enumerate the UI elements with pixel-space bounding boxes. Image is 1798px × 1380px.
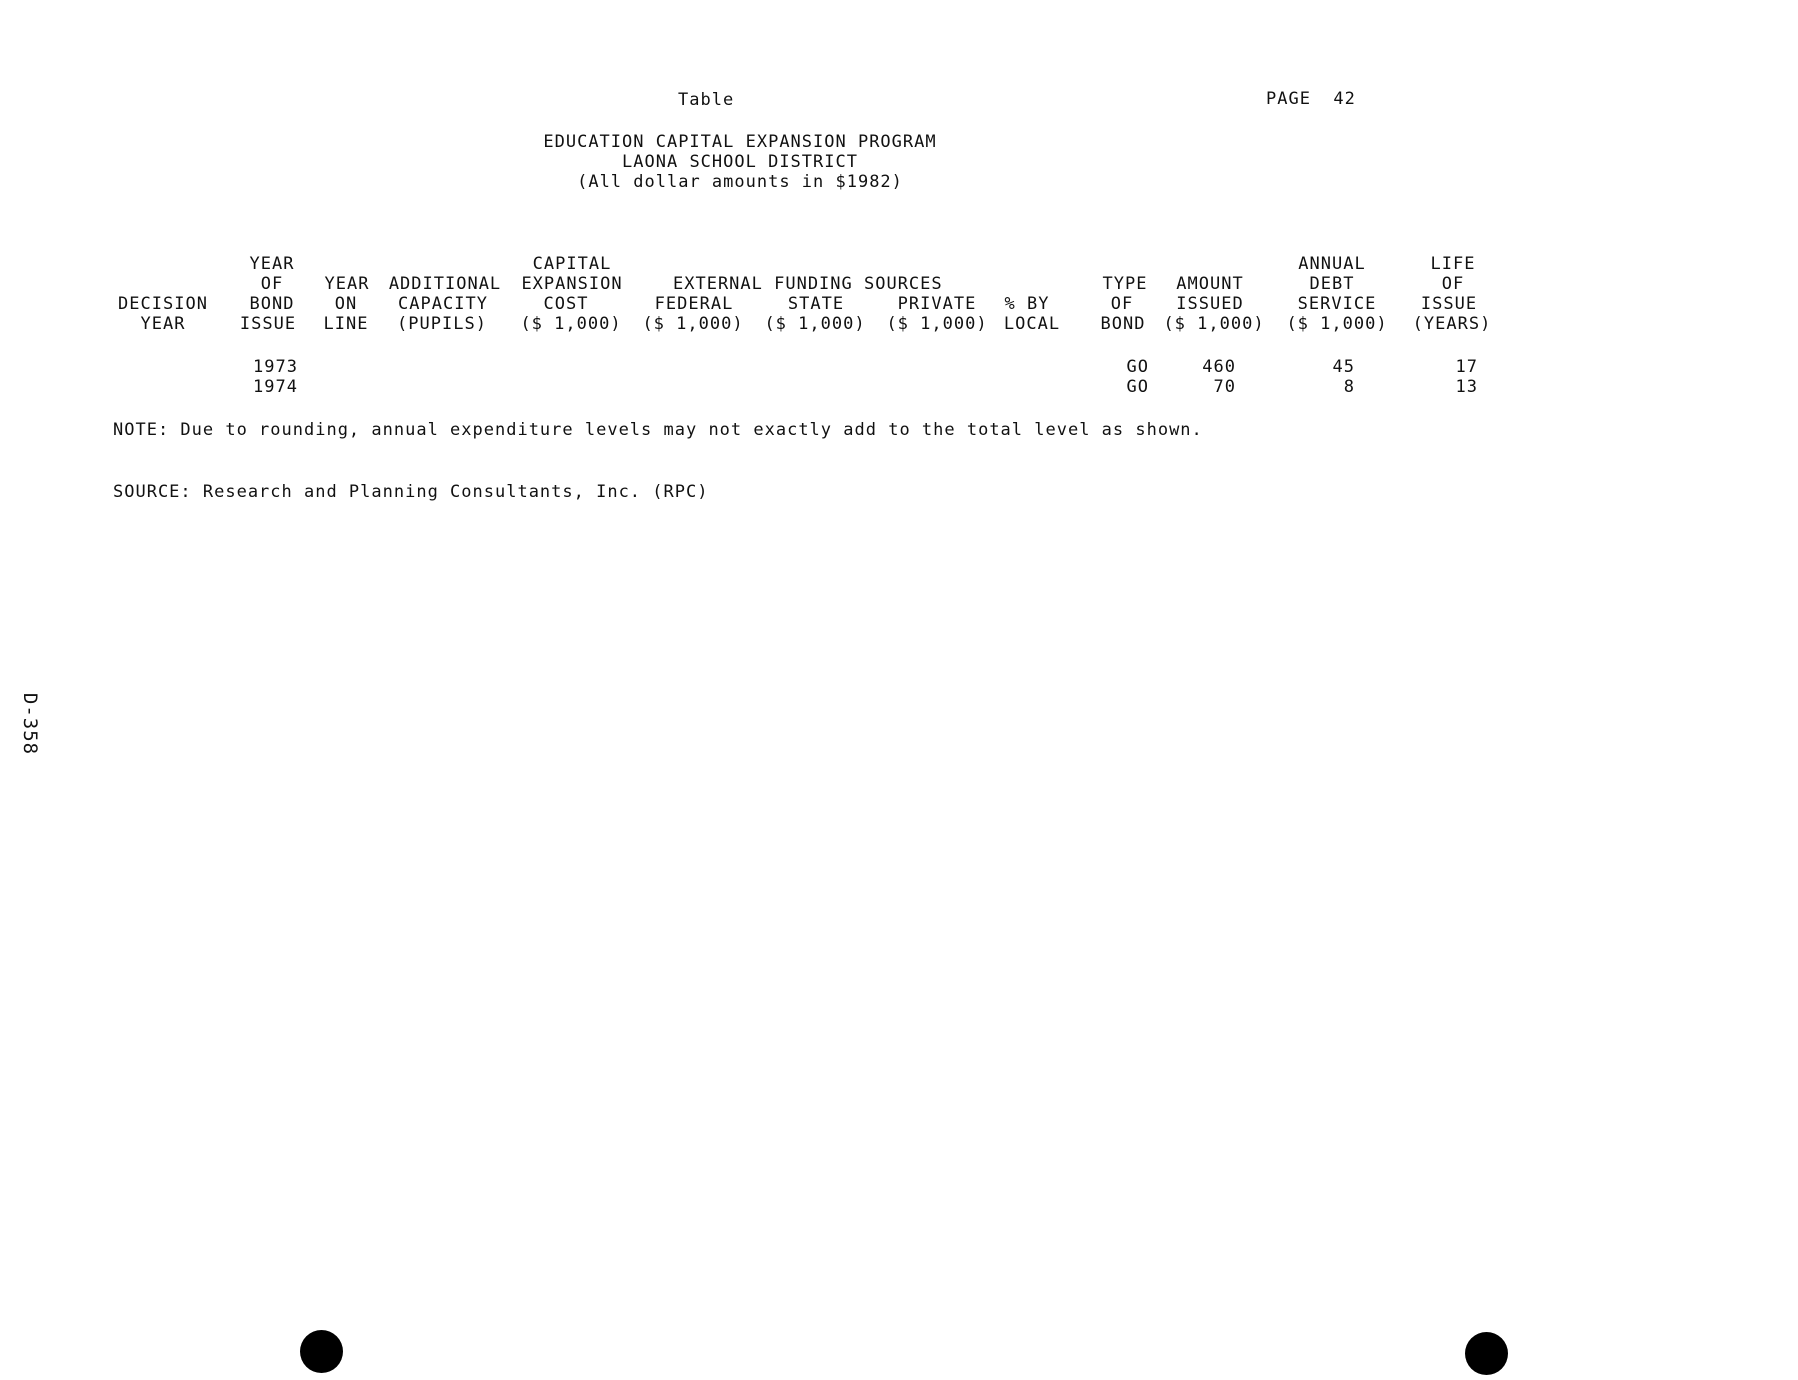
cell-amount: 460 bbox=[1202, 357, 1236, 377]
col-life-line1: LIFE bbox=[1430, 254, 1476, 274]
cell-bond-type: GO bbox=[1126, 377, 1149, 397]
col-state-line4: ($ 1,000) bbox=[764, 314, 866, 334]
cell-bond-year: 1974 bbox=[253, 377, 298, 397]
col-capital-cost-line2: EXPANSION bbox=[521, 274, 623, 294]
punch-hole-left bbox=[300, 1330, 343, 1373]
cell-debt-service: 8 bbox=[1343, 377, 1355, 397]
group-header-external-funding: EXTERNAL FUNDING SOURCES bbox=[673, 274, 943, 294]
col-capacity-line4: (PUPILS) bbox=[397, 314, 487, 334]
col-local-line4: LOCAL bbox=[1003, 314, 1061, 334]
col-private-line4: ($ 1,000) bbox=[886, 314, 988, 334]
col-state-line3: STATE bbox=[787, 294, 845, 314]
col-bond-year-line4: ISSUE bbox=[239, 314, 297, 334]
col-bond-year-line3: BOND bbox=[249, 294, 295, 314]
col-amount-line4: ($ 1,000) bbox=[1163, 314, 1265, 334]
col-life-line3: ISSUE bbox=[1420, 294, 1478, 314]
table-label: Table bbox=[678, 90, 735, 110]
col-life-line2: OF bbox=[1441, 274, 1465, 294]
col-bond-type-line3: OF bbox=[1110, 294, 1134, 314]
report-units-note: (All dollar amounts in $1982) bbox=[577, 172, 903, 192]
col-decision-year-line4: YEAR bbox=[140, 314, 186, 334]
source-text: SOURCE: Research and Planning Consultants, Inc. (RPC) bbox=[113, 482, 709, 502]
col-capital-cost-line1: CAPITAL bbox=[532, 254, 612, 274]
col-debt-service-line3: SERVICE bbox=[1297, 294, 1377, 314]
col-amount-line3: ISSUED bbox=[1176, 294, 1244, 314]
note-text: NOTE: Due to rounding, annual expenditure levels may not exactly add to the total level as shown. bbox=[113, 420, 1203, 440]
report-title: EDUCATION CAPITAL EXPANSION PROGRAM bbox=[543, 132, 937, 152]
col-local-line3: % BY bbox=[1004, 294, 1050, 314]
col-bond-year-line1: YEAR bbox=[249, 254, 295, 274]
col-year-online-line4: LINE bbox=[323, 314, 369, 334]
col-year-online-line2: YEAR bbox=[324, 274, 370, 294]
side-page-label: D-358 bbox=[19, 692, 41, 756]
cell-bond-type: GO bbox=[1126, 357, 1149, 377]
cell-debt-service: 45 bbox=[1332, 357, 1355, 377]
col-capacity-line2: ADDITIONAL bbox=[388, 274, 502, 294]
col-federal-line4: ($ 1,000) bbox=[642, 314, 744, 334]
report-subtitle: LAONA SCHOOL DISTRICT bbox=[622, 152, 858, 172]
col-capital-cost-line4: ($ 1,000) bbox=[520, 314, 622, 334]
col-life-line4: (YEARS) bbox=[1412, 314, 1492, 334]
punch-hole-right bbox=[1465, 1332, 1508, 1375]
page-number: PAGE 42 bbox=[1266, 89, 1356, 109]
cell-life: 17 bbox=[1455, 357, 1478, 377]
cell-life: 13 bbox=[1455, 377, 1478, 397]
col-bond-type-line2: TYPE bbox=[1102, 274, 1148, 294]
col-capacity-line3: CAPACITY bbox=[398, 294, 488, 314]
col-bond-type-line4: BOND bbox=[1100, 314, 1146, 334]
col-debt-service-line1: ANNUAL bbox=[1298, 254, 1366, 274]
col-debt-service-line2: DEBT bbox=[1309, 274, 1355, 294]
col-federal-line3: FEDERAL bbox=[654, 294, 734, 314]
col-debt-service-line4: ($ 1,000) bbox=[1286, 314, 1388, 334]
col-decision-year-line3: DECISION bbox=[118, 294, 208, 314]
cell-bond-year: 1973 bbox=[253, 357, 298, 377]
col-private-line3: PRIVATE bbox=[897, 294, 977, 314]
col-bond-year-line2: OF bbox=[260, 274, 284, 294]
col-year-online-line3: ON bbox=[334, 294, 358, 314]
col-amount-line2: AMOUNT bbox=[1176, 274, 1244, 294]
cell-amount: 70 bbox=[1213, 377, 1236, 397]
col-capital-cost-line3: COST bbox=[543, 294, 589, 314]
